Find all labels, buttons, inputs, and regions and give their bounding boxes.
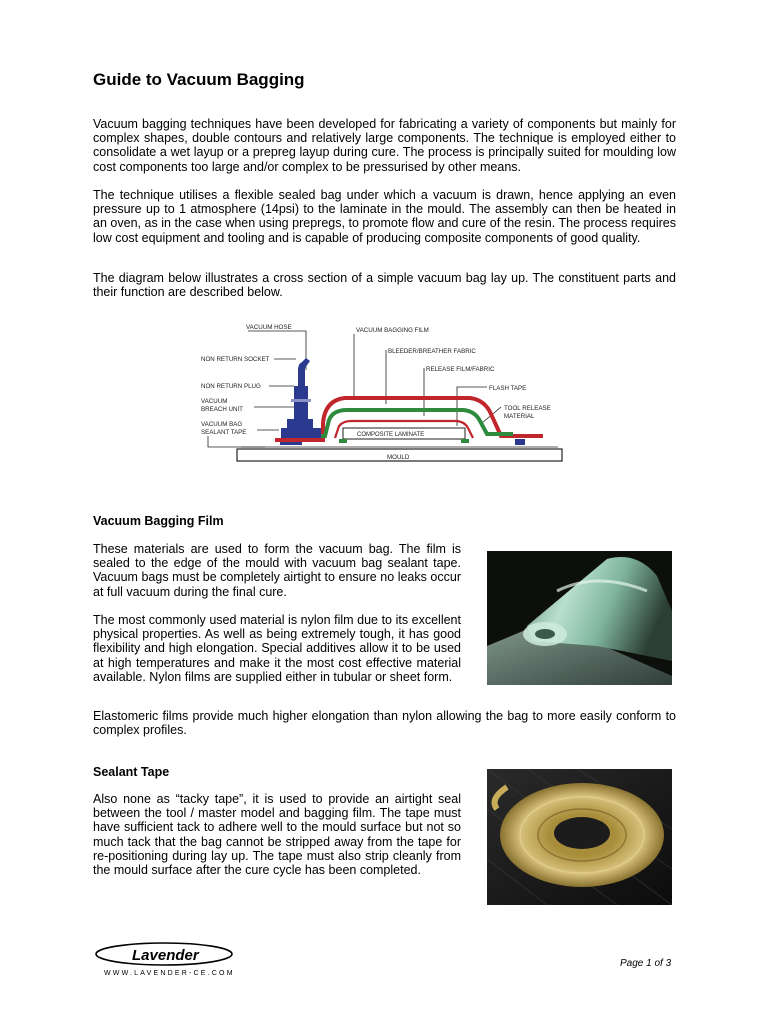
intro-paragraph-2: The technique utilises a flexible sealed bag under which a vacuum is drawn, hence applying an even pressure up to 1 atmosphere (14psi) to the laminate in the mould. The assembly can then be heated in an oven, as in the case when using prepregs, to promote flow and cure of the resin. The process requires low cost equipment and tooling and is capable of producing composite components of good quality. [93,188,676,245]
label-vacuum-hose: VACUUM HOSE [246,324,292,331]
page-number: Page 1 of 3 [620,958,672,969]
intro-paragraph-3: The diagram below illustrates a cross section of a simple vacuum bag lay up. The constituent parts and their function are described below. [93,271,676,300]
label-mould: MOULD [387,454,410,461]
label-sealant-2: SEALANT TAPE [201,429,247,436]
label-release: RELEASE FILM/FABRIC [426,366,495,373]
intro-paragraph-1: Vacuum bagging techniques have been developed for fabricating a variety of components but mainly for complex shapes, double contours and relatively large components. The technique is employed either to consolidate a wet layup or a prepreg layup during cure. The process is principally suited for moulding low cost components too large and/or complex to be pressurised by other means. [93,117,676,174]
footer-url[interactable]: WWW.LAVENDER-CE.COM [104,970,235,977]
film-paragraph-2: The most commonly used material is nylon film due to its excellent physical properties. As well as being extremely tough, it has good flexibility and high elongation. Special additives allow it to be used at high temperatures and make it the most cost effective material available. Nylon films are supplied either in tubular or sheet form. [93,613,461,684]
bagging-film-photo [487,551,672,685]
label-flash-tape: FLASH TAPE [489,385,527,392]
label-bagging-film: VACUUM BAGGING FILM [356,327,429,334]
label-vacuum-breach-1: VACUUM [201,398,228,405]
logo-wordmark: Lavender [132,947,199,964]
label-tool-release-2: MATERIAL [504,413,535,420]
label-tool-release-1: TOOL RELEASE [504,405,551,412]
vacuum-bag-diagram [195,318,570,468]
label-non-return-socket: NON RETURN SOCKET [201,356,270,363]
label-non-return-plug: NON RETURN PLUG [201,383,261,390]
label-bleeder: BLEEDER/BREATHER FABRIC [388,348,476,355]
label-vacuum-breach-2: BREACH UNIT [201,406,243,413]
sealant-tape-photo [487,769,672,905]
label-laminate: COMPOSITE LAMINATE [357,432,425,438]
film-paragraph-3: Elastomeric films provide much higher elongation than nylon allowing the bag to more easily conform to complex profiles. [93,709,676,738]
section-heading-film: Vacuum Bagging Film [93,514,224,528]
page-title: Guide to Vacuum Bagging [93,70,305,89]
film-paragraph-1: These materials are used to form the vacuum bag. The film is sealed to the edge of the mould with vacuum bag sealant tape. Vacuum bags must be completely airtight to ensure no leaks occur at full vacuum during the final cure. [93,542,461,599]
section-heading-tape: Sealant Tape [93,765,170,779]
tape-paragraph-1: Also none as “tacky tape”, it is used to provide an airtight seal between the tool / master model and bagging film. The tape must have sufficient tack to adhere well to the mould surface but not so much tack that the bag cannot be stripped away from the tape for re-positioning during lay up. The tape must also strip cleanly from the mould surface after the cure cycle has been completed. [93,792,461,878]
label-sealant-1: VACUUM BAG [201,421,243,428]
